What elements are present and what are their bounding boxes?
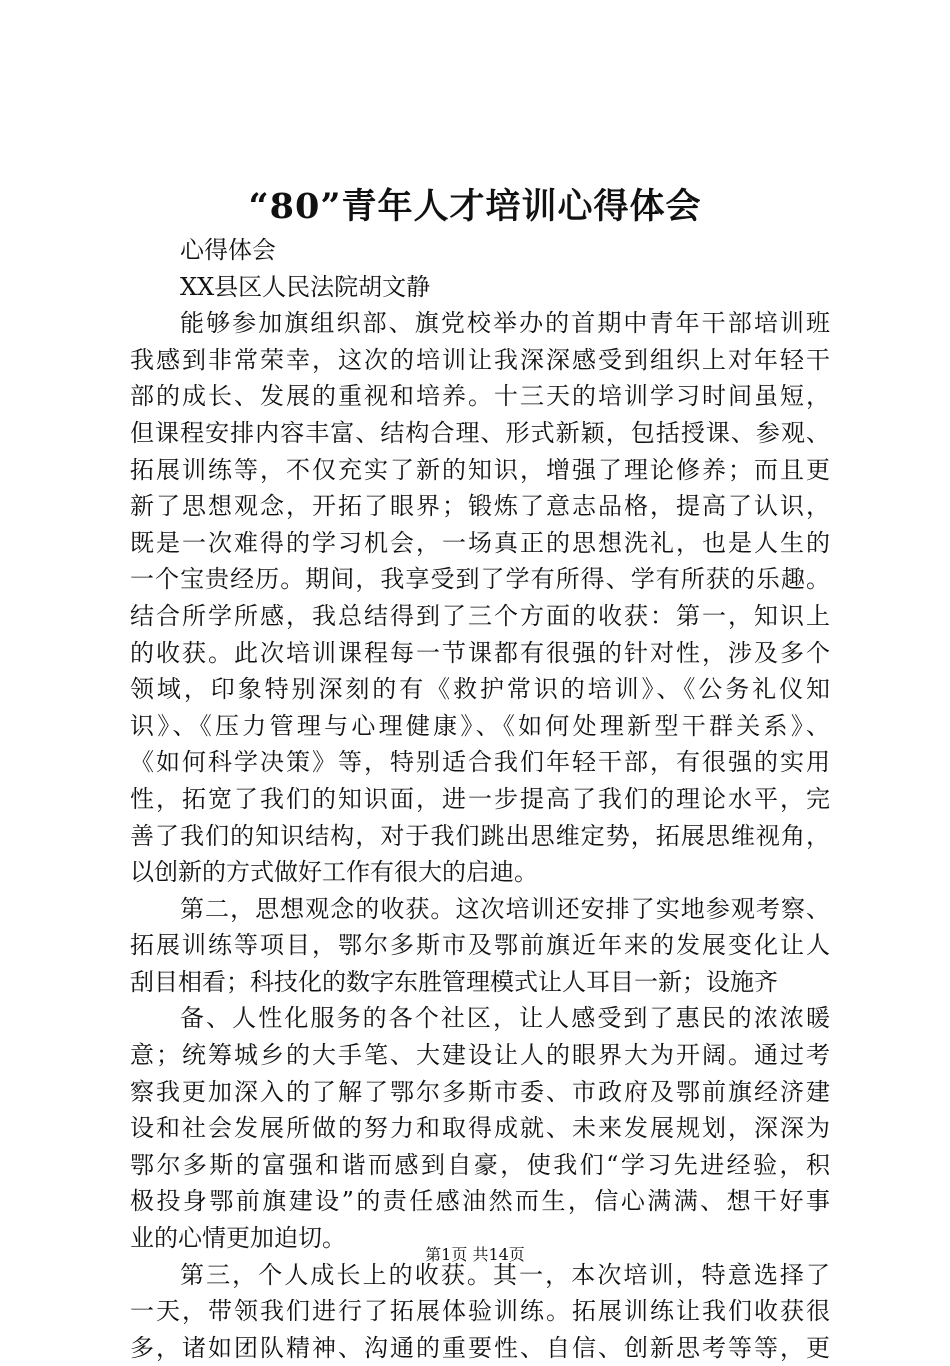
- text-line: 设和社会发展所做的努力和取得成就、未来发展规划，深深为: [130, 1114, 830, 1143]
- document-body: [130, 232, 830, 1366]
- text-line: 多，诸如团队精神、沟通的重要性、自信、创新思考等等，更: [130, 1333, 830, 1362]
- text-line: 识》、《压力管理与心理健康》、《如何处理新型干群关系》、: [130, 711, 830, 740]
- text-line: 一天，带领我们进行了拓展体验训练。拓展训练让我们收获很: [130, 1297, 830, 1326]
- document-title: “80”青年人才培训心得体会: [248, 186, 702, 227]
- text-line: 但课程安排内容丰富、结构合理、形式新颖，包括授课、参观、: [130, 418, 830, 447]
- text-line: 一个宝贵经历。期间，我享受到了学有所得、学有所获的乐趣。: [130, 565, 830, 594]
- text-line: 察我更加深入的了解了鄂尔多斯市委、市政府及鄂前旗经济建: [130, 1077, 830, 1106]
- text-line: 意；统筹城乡的大手笔、大建设让人的眼界大为开阔。通过考: [130, 1041, 830, 1070]
- text-line: 备、人性化服务的各个社区，让人感受到了惠民的浓浓暖: [180, 1004, 830, 1033]
- text-line: 鄂尔多斯的富强和谐而感到自豪，使我们“学习先进经验，积: [130, 1150, 830, 1179]
- text-line: 能够参加旗组织部、旗党校举办的首期中青年干部培训班: [180, 309, 830, 338]
- text-line: 极投身鄂前旗建设”的责任感油然而生，信心满满、想干好事: [130, 1187, 830, 1216]
- text-line: 领域，印象特别深刻的有《救护常识的培训》、《公务礼仪知: [130, 675, 830, 704]
- text-line: 第二，思想观念的收获。这次培训还安排了实地参观考察、: [180, 894, 830, 923]
- text-line: 善了我们的知识结构，对于我们跳出思维定势，拓展思维视角，: [130, 821, 830, 850]
- page-number: 第1页 共14页: [425, 1245, 525, 1264]
- text-line: 以创新的方式做好工作有很大的启迪。: [130, 858, 538, 887]
- text-line: 的收获。此次培训课程每一节课都有很强的针对性，涉及多个: [130, 638, 830, 667]
- text-line: 性，拓宽了我们的知识面，进一步提高了我们的理论水平，完: [130, 784, 830, 813]
- text-line: 业的心情更加迫切。: [130, 1224, 346, 1253]
- text-line: 刮目相看；科技化的数字东胜管理模式让人耳目一新；设施齐: [130, 967, 778, 996]
- text-line: 既是一次难得的学习机会，一场真正的思想洗礼，也是人生的: [130, 528, 830, 557]
- text-line: 部的成长、发展的重视和培养。十三天的培训学习时间虽短，: [130, 382, 830, 411]
- text-line: XX县区人民法院胡文静: [180, 272, 431, 301]
- text-line: 拓展训练等项目，鄂尔多斯市及鄂前旗近年来的发展变化让人: [130, 931, 830, 960]
- text-line: 我感到非常荣幸，这次的培训让我深深感受到组织上对年轻干: [130, 345, 830, 374]
- text-line: 《如何科学决策》等，特别适合我们年轻干部，有很强的实用: [130, 748, 830, 777]
- text-line: 心得体会: [180, 236, 276, 264]
- text-line: 新了思想观念，开拓了眼界；锻炼了意志品格，提高了认识，: [130, 492, 830, 521]
- text-line: 拓展训练等，不仅充实了新的知识，增强了理论修养；而且更: [130, 455, 830, 484]
- text-line: 结合所学所感，我总结得到了三个方面的收获：第一，知识上: [130, 601, 830, 630]
- text-line: 第三，个人成长上的收获。其一，本次培训，特意选择了: [180, 1260, 830, 1289]
